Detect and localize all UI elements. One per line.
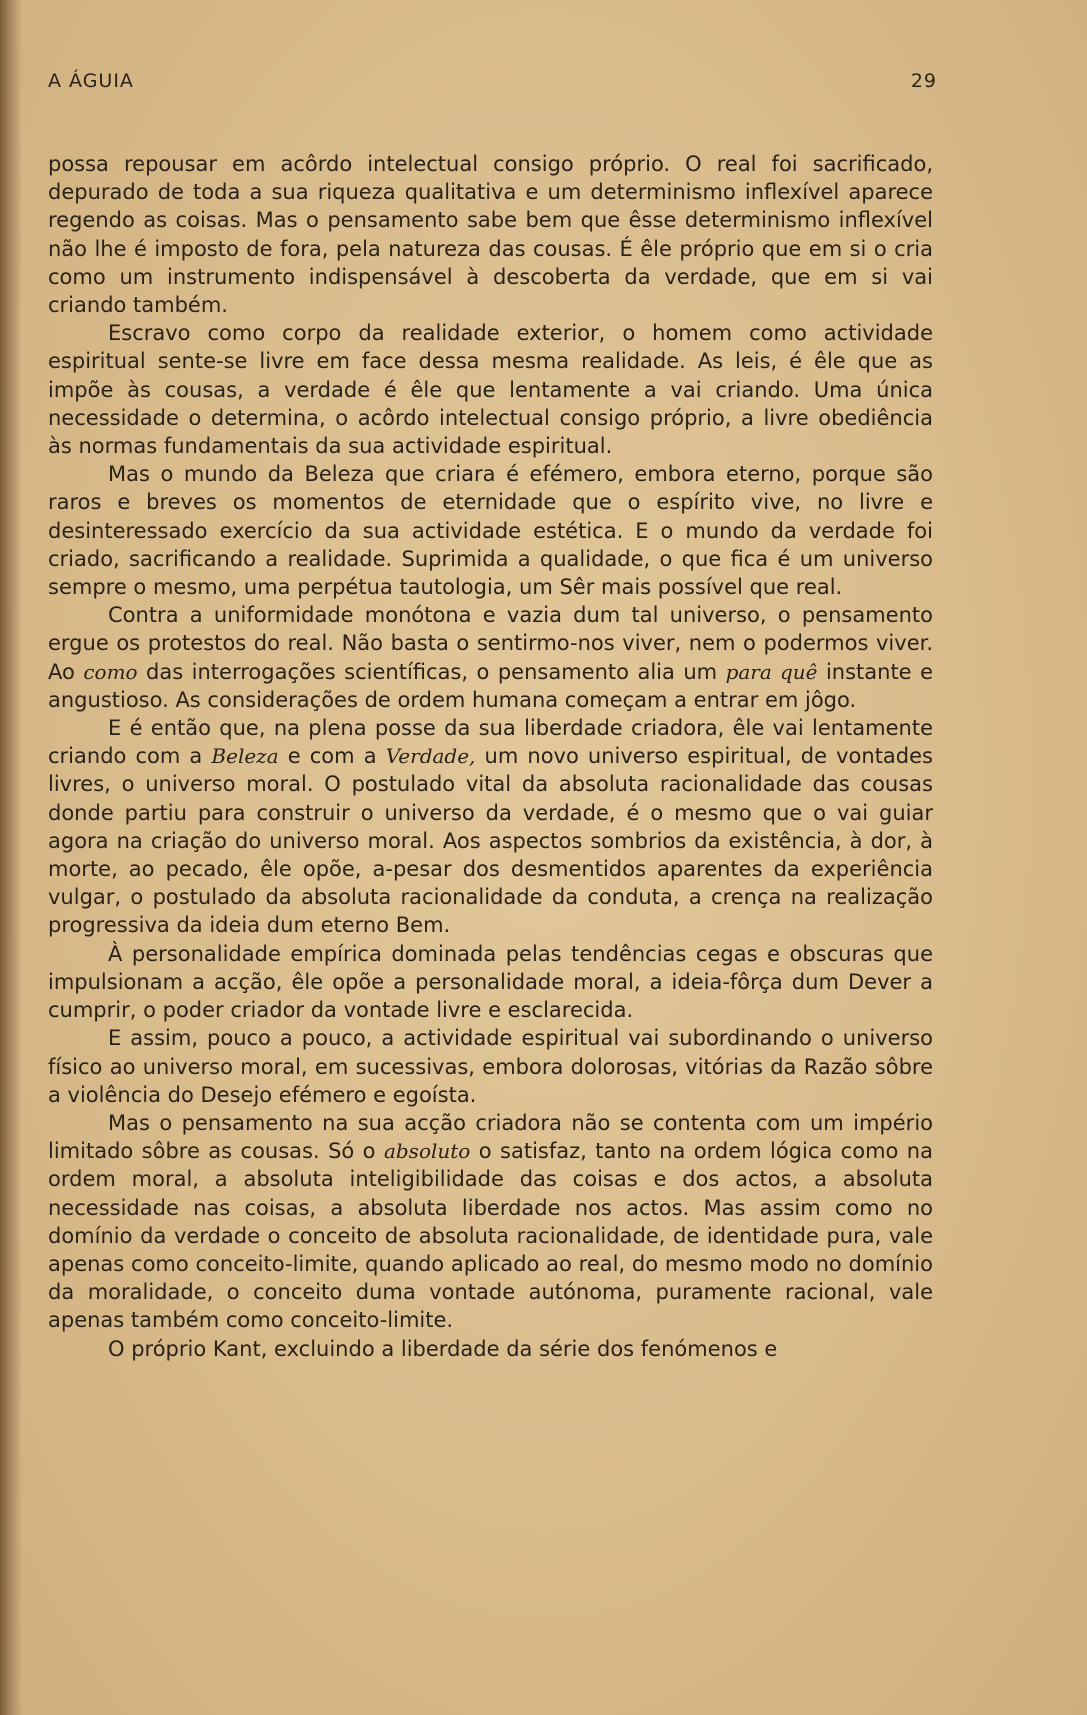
paragraph <box>48 601 933 714</box>
text-segment: Contra a uniformidade monótona e vazia dum tal universo, o pensamento ergue os protestos do real. Não basta o sentirmo-nos viver, nem o podermos viver. Ao <box>48 603 933 684</box>
paragraph: À personalidade empírica dominada pelas tendências cegas e obscuras que impulsionam a acção, êle opõe a personalidade moral, a ideia-fôrça dum Dever a cumprir, o poder criador da vontade livre e esclarecida. <box>48 941 933 1023</box>
paragraph: O próprio Kant, excluindo a liberdade da série dos fenómenos e <box>108 1336 778 1361</box>
paragraph: possa repousar em acôrdo intelectual consigo próprio. O real foi sacrificado, depurado de toda a sua riqueza qualitativa e um determinismo inflexível aparece regendo as coisas. Mas o pensamento sabe bem que êsse determinismo inflexível não lhe é imposto de fora, pela natureza das cousas. É êle próprio que em si o cria como um instrumento indispensável à descoberta da verdade, que em si vai criando também. <box>48 152 933 318</box>
italic-text: Verdade, <box>385 744 476 769</box>
italic-text: absoluto <box>383 1139 471 1164</box>
paragraph <box>48 714 933 940</box>
text-segment: o satisfaz, tanto na ordem lógica como na ordem moral, a absoluta inteligibilidade das coisas e dos actos, a absoluta necessidade nas coisas, a absoluta liberdade nos actos. Mas assim como no domínio da verdade o conceito de absoluta racionalidade, de identidade pura, vale apenas como conceito-limite, quando aplicado ao real, do mesmo modo no domínio da moralidade, o conceito duma vontade autónoma, puramente racional, vale apenas também como conceito-limite. <box>48 1139 933 1333</box>
page-number: 29 <box>910 70 937 92</box>
paragraph: Mas o mundo da Beleza que criara é efémero, embora eterno, porque são raros e breves os momentos de eternidade que o espírito vive, no livre e desinteressado exercício da sua actividade estética. E o mundo da verdade foi criado, sacrificando a realidade. Suprimida a qualidade, o que fica é um universo sempre o mesmo, uma perpétua tautologia, um Sêr mais possível que real. <box>48 462 933 600</box>
text-segment: um novo universo espiritual, de vontades livres, o universo moral. O postulado vital da absoluta racionalidade das cousas donde partiu para construir o universo da verdade, é o mesmo que o vai guiar agora na criação do universo moral. Aos aspectos sombrios da existência, à dor, à morte, ao pecado, êle opõe, a-pesar dos desmentidos aparentes da experiência vulgar, o postulado da absoluta racionalidade da conduta, a crença na realização progressiva da ideia dum eterno Bem. <box>48 744 933 938</box>
italic-text: Beleza <box>211 744 279 769</box>
text-segment: Mas o pensamento na sua acção criadora não se contenta com um império limitado sôbre as cousas. Só o <box>48 1110 933 1164</box>
body-text <box>48 150 933 1363</box>
italic-text: como <box>83 659 138 684</box>
running-title: A ÁGUIA <box>48 70 134 92</box>
text-segment: e com a <box>278 744 386 769</box>
text-segment: instante e angustioso. As considerações de ordem humana começam a entrar em jôgo. <box>48 659 933 712</box>
paragraph <box>48 1109 933 1335</box>
italic-text: para quê <box>725 659 818 684</box>
text-segment: E é então que, na plena posse da sua liberdade criadora, êle vai lentamente criando com a <box>48 716 933 769</box>
paragraph: E assim, pouco a pouco, a actividade espiritual vai subordinando o universo físico ao universo moral, em sucessivas, embora dolorosas, vitórias da Razão sôbre a violência do Desejo efémero e egoísta. <box>48 1026 933 1107</box>
running-head <box>48 70 937 100</box>
text-segment: das interrogações scientíficas, o pensamento alia um <box>137 659 726 684</box>
paragraph: Escravo como corpo da realidade exterior, o homem como actividade espiritual sente-se livre em face dessa mesma realidade. As leis, é êle que as impõe às cousas, a verdade é êle que lentamente a vai criando. Uma única necessidade o determina, o acôrdo intelectual consigo próprio, a livre obediência às normas fundamentais da sua actividade espiritual. <box>48 321 933 459</box>
